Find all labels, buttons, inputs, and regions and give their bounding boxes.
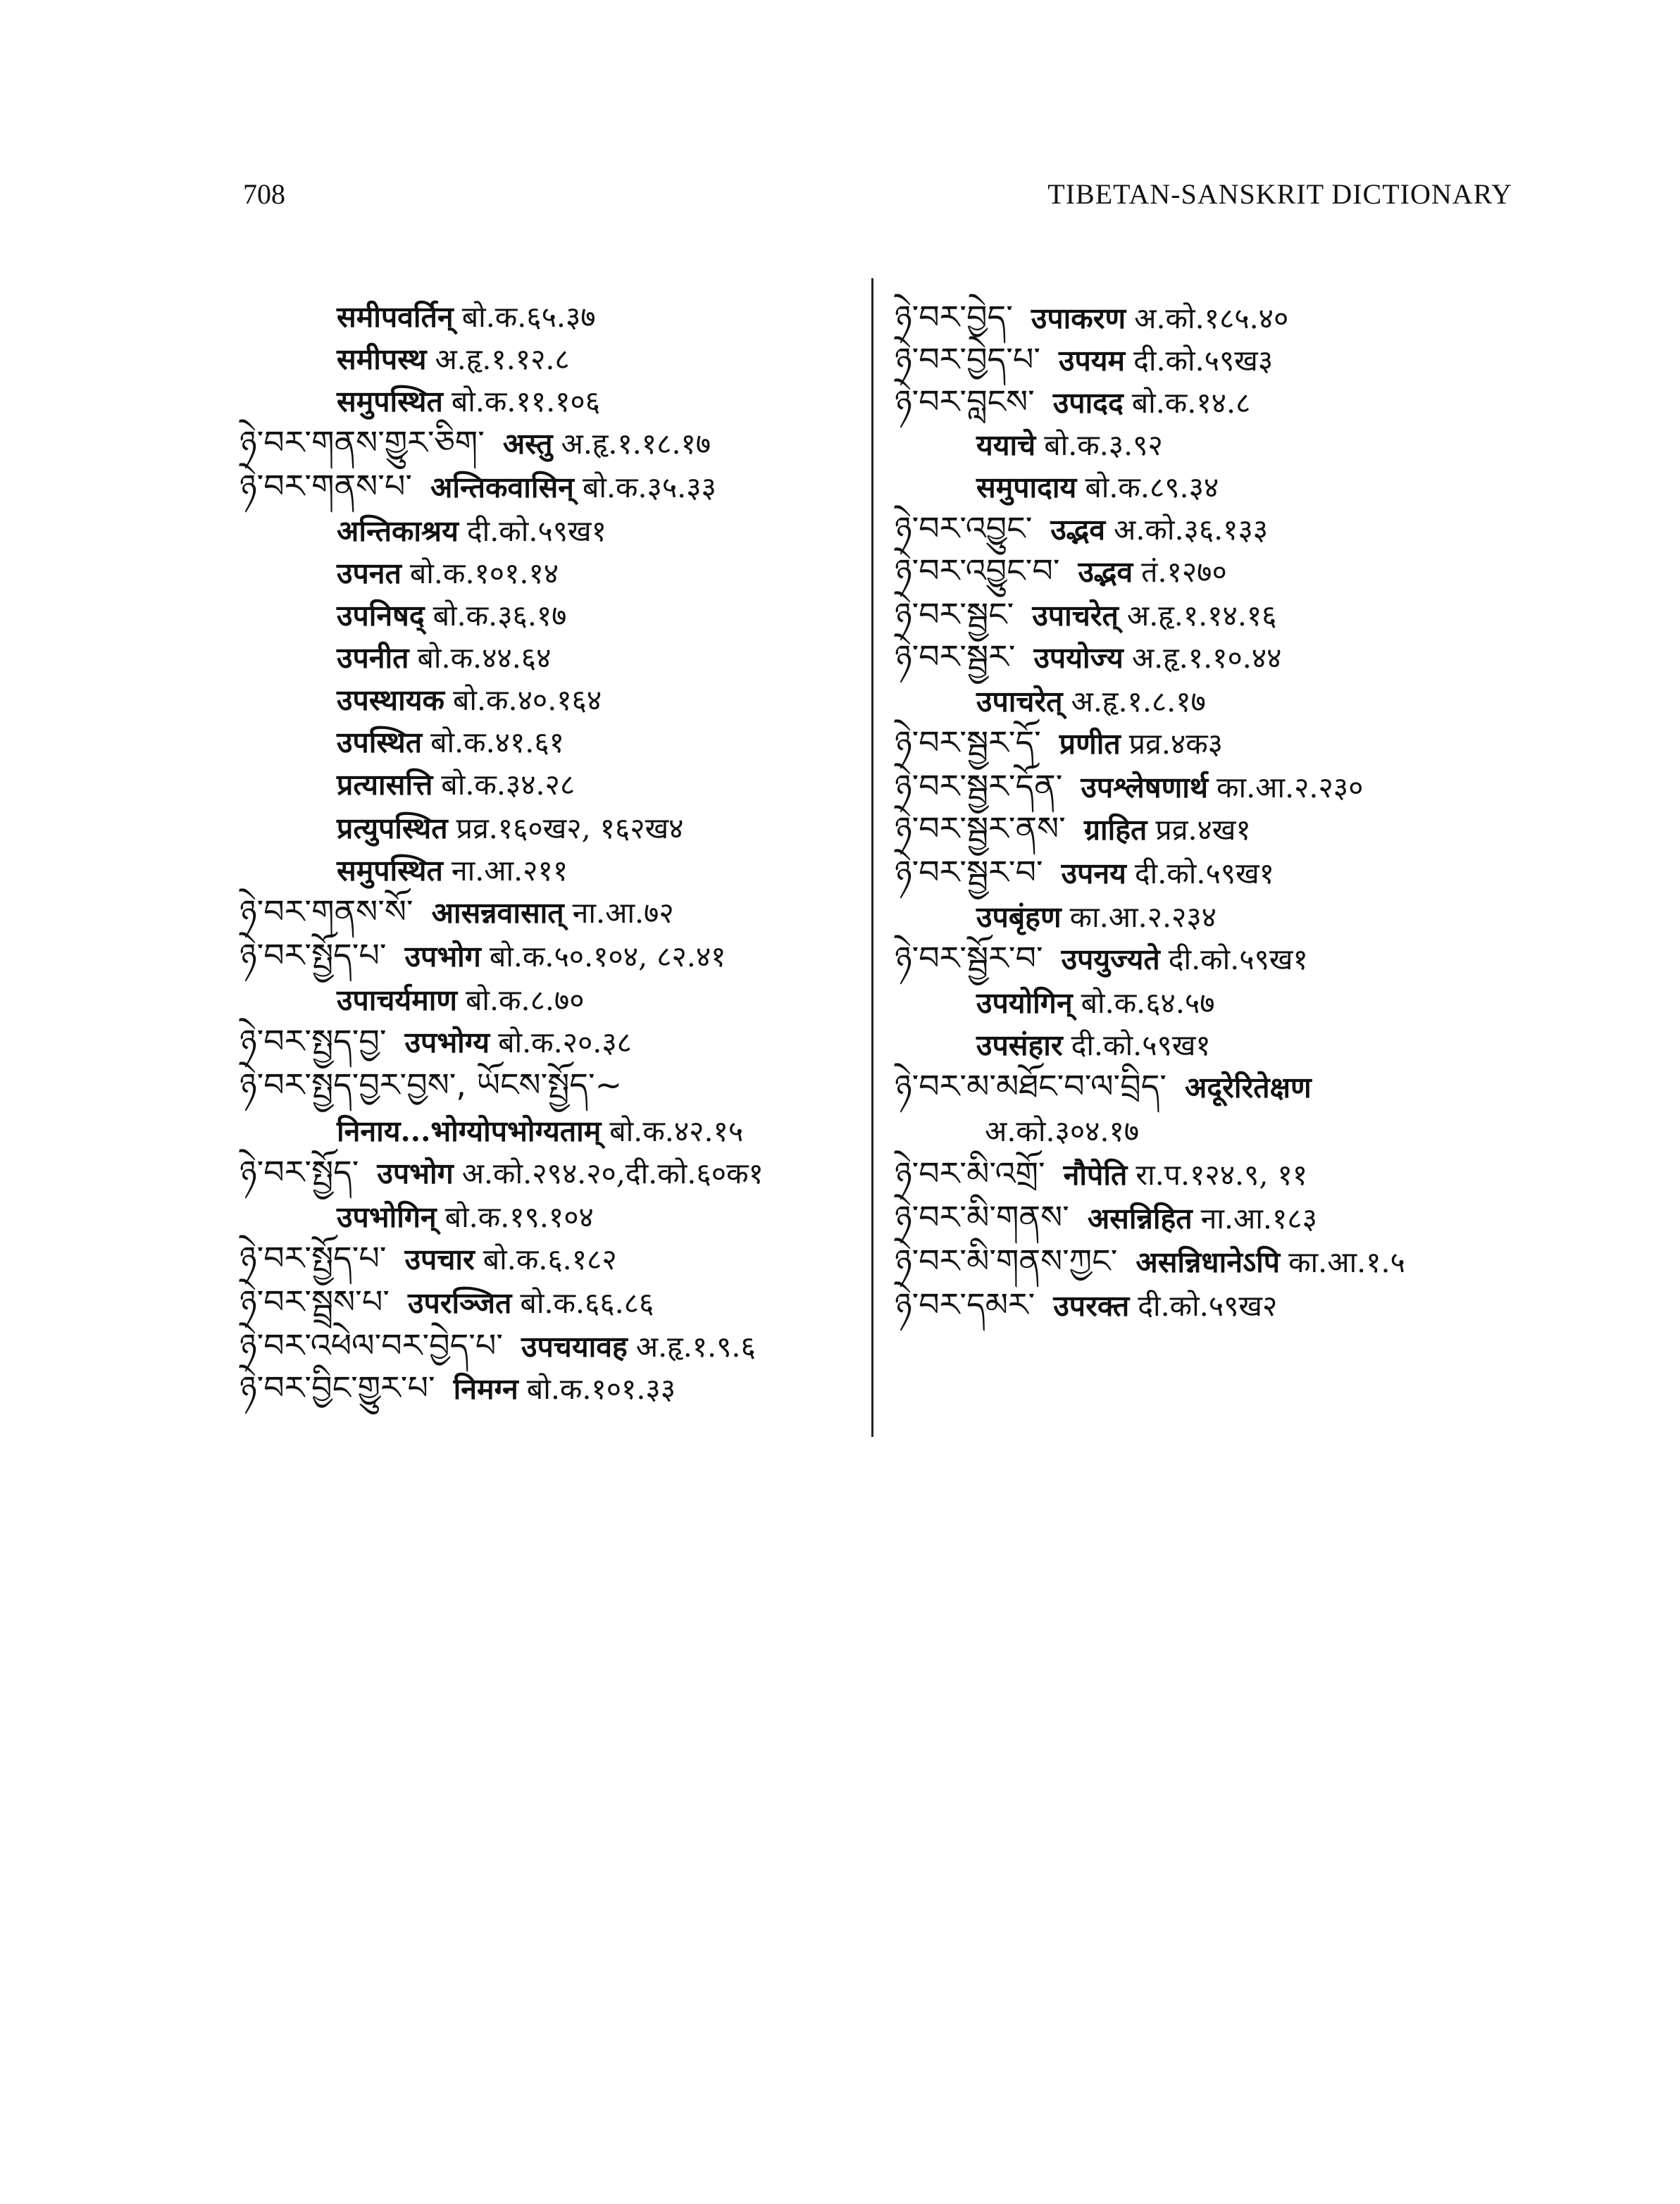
source-reference: दी.को.५९ख१	[466, 514, 606, 548]
sanskrit-equivalent: उपरञ्जित	[407, 1286, 512, 1320]
source-reference: बो.क.३.९२	[1044, 428, 1163, 462]
sanskrit-equivalent: उपनिषद्	[337, 599, 425, 633]
dictionary-entry	[895, 721, 1223, 765]
sanskrit-equivalent: उपनत	[337, 556, 402, 590]
tibetan-headword: ཉེ་བར་མ་མཐོང་བ་ལ་བྲིད་	[895, 1067, 1166, 1105]
dictionary-entry	[318, 294, 596, 338]
dictionary-entry	[958, 895, 1217, 938]
source-reference: अ.को.३०४.१७	[985, 1114, 1140, 1148]
sanskrit-equivalent: उपसंहार	[976, 1028, 1063, 1062]
dictionary-entry	[318, 593, 567, 637]
dictionary-entry	[958, 465, 1219, 509]
source-reference: बो.क.३४.२८	[441, 768, 575, 802]
sanskrit-equivalent: प्रत्यासत्ति	[337, 768, 433, 802]
source-reference: का.आ.१.५	[1288, 1245, 1405, 1279]
dictionary-entry	[895, 765, 1363, 809]
sanskrit-equivalent: निनाय...भोग्योपभोग्यताम्	[337, 1114, 602, 1148]
source-reference: बो.क.६५.३७	[461, 300, 596, 334]
source-reference: अ.हृ.१.१४.१६	[1126, 599, 1277, 633]
sanskrit-equivalent: उपाचर्यमाण	[337, 983, 457, 1017]
sanskrit-equivalent: समीपवर्तिन्	[337, 300, 454, 334]
tibetan-headword: ཉེ་བར་སྤྱོད་པ་	[239, 1239, 387, 1277]
page-number: 708	[243, 178, 285, 210]
dictionary-entry	[895, 338, 1273, 382]
tibetan-headword: ཉེ་བར་གནས་སོ་	[239, 892, 413, 930]
sanskrit-equivalent: उपभोग	[404, 940, 481, 973]
sanskrit-equivalent: अदूरेरितेक्षण	[1185, 1071, 1312, 1104]
sanskrit-equivalent: ग्राहित	[1083, 813, 1147, 847]
source-reference: रा.प.१२४.९, ११	[1135, 1158, 1308, 1192]
tibetan-headword: ཉེ་བར་སྦྱར་བ་	[895, 853, 1043, 891]
source-reference: ना.आ.२११	[451, 854, 568, 888]
dictionary-entry	[958, 1023, 1211, 1066]
tibetan-headword: ཉེ་བར་སྤྱོད་	[239, 1153, 359, 1191]
dictionary-entry	[958, 1109, 1139, 1152]
source-reference: प्रव्र.४ख१	[1155, 813, 1251, 847]
sanskrit-equivalent: उपस्थायक	[337, 683, 444, 717]
source-reference: दी.को.५९ख१	[1071, 1028, 1211, 1062]
tibetan-headword: ཉེ་བར་སྦྲས་པ་	[239, 1283, 390, 1321]
dictionary-entry	[318, 551, 559, 594]
dictionary-entry	[239, 1366, 676, 1410]
dictionary-entry	[895, 1196, 1317, 1240]
tibetan-headword: ཉེ་བར་བྱེད་པ་	[895, 340, 1041, 378]
sanskrit-equivalent: नौपेति	[1063, 1158, 1128, 1192]
source-reference: बो.क.४२.१५	[609, 1114, 744, 1148]
sanskrit-equivalent: प्रणीत	[1059, 727, 1121, 761]
tibetan-headword: ཉེ་བར་སྦྱར་དོན་	[895, 767, 1063, 805]
dictionary-entry	[318, 848, 568, 892]
dictionary-entry	[895, 1240, 1405, 1283]
dictionary-entry	[318, 1195, 594, 1238]
source-reference: तं.१२७०	[1141, 555, 1227, 589]
dictionary-entry	[895, 635, 1281, 679]
dictionary-entry	[239, 465, 716, 509]
dictionary-entry	[318, 635, 551, 679]
source-reference: बो.क.१४.८	[1131, 386, 1251, 420]
tibetan-headword: ཉེ་བར་སྦྱར་དོ་	[895, 723, 1041, 761]
dictionary-entry	[239, 1020, 632, 1064]
dictionary-entry	[895, 807, 1251, 851]
tibetan-headword: ཉེ་བར་མི་གནས་	[895, 1198, 1069, 1236]
column-divider	[871, 278, 873, 1437]
dictionary-entry	[239, 1324, 756, 1368]
source-reference: दी.को.५९ख१	[1134, 857, 1274, 890]
source-reference: बो.क.५०.१०४, ८२.४१	[489, 940, 726, 973]
tibetan-headword: ཉེ་བར་སྦྱོར་བ་	[895, 939, 1043, 977]
dictionary-entry	[239, 890, 674, 934]
dictionary-entry	[958, 980, 1215, 1024]
sanskrit-equivalent: उपस्थित	[337, 726, 423, 759]
sanskrit-equivalent: उपाचरेत्	[976, 685, 1063, 718]
sanskrit-equivalent: असन्निधानेऽपि	[1135, 1245, 1281, 1279]
source-reference: अ.हृ.१.१२.८	[435, 342, 570, 376]
sanskrit-equivalent: उपयम	[1059, 344, 1126, 378]
sanskrit-equivalent: निमग्न	[453, 1372, 518, 1406]
source-reference: बो.क.१०१.१४	[409, 556, 559, 590]
sanskrit-equivalent: असन्निहित	[1087, 1202, 1193, 1235]
tibetan-headword: ཉེ་བར་འཕེལ་བར་བྱེད་པ་	[239, 1326, 504, 1364]
sanskrit-equivalent: उपादद	[1052, 386, 1124, 420]
tibetan-headword: ཉེ་བར་གནས་གྱུར་ཅིག་	[239, 423, 485, 461]
sanskrit-equivalent: उपभोगिन्	[337, 1200, 437, 1234]
dictionary-entry	[239, 1151, 764, 1195]
dictionary-entry	[318, 1109, 743, 1152]
source-reference: दी.को.५९ख३	[1133, 344, 1274, 378]
sanskrit-equivalent: उपनीत	[337, 641, 409, 675]
source-reference: बो.क.४०.१६४	[452, 683, 602, 717]
dictionary-entry	[239, 1237, 617, 1281]
source-reference: बो.क.१०१.३३	[526, 1372, 676, 1406]
source-reference: अ.को.३६.१३३	[1114, 513, 1269, 547]
sanskrit-equivalent: उपाचरेत्	[1032, 599, 1119, 633]
source-reference: बो.क.४१.६१	[430, 726, 564, 759]
tibetan-headword: ཉེ་བར་བླངས་	[895, 382, 1035, 421]
source-reference: बो.क.११.१०६	[451, 385, 601, 418]
sanskrit-equivalent: अन्तिकाश्रय	[337, 514, 459, 548]
sanskrit-equivalent: उपचार	[404, 1243, 475, 1276]
sanskrit-equivalent: उपबृंहण	[976, 900, 1062, 934]
source-reference: बो.क.६४.५७	[1081, 986, 1215, 1020]
tibetan-headword: ཉེ་བར་སྦྱང་	[895, 595, 1014, 633]
dictionary-entry	[895, 1065, 1320, 1109]
dictionary-entry	[239, 421, 711, 465]
dictionary-entry	[895, 851, 1274, 895]
tibetan-headword: ཉེ་བར་བྱེད་	[895, 298, 1013, 336]
source-reference: का.आ.२.२३४	[1069, 900, 1217, 934]
sanskrit-equivalent: उद्भव	[1050, 513, 1105, 547]
dictionary-entry	[895, 1152, 1307, 1196]
source-reference: बो.क.८९.३४	[1085, 471, 1219, 504]
dictionary-entry	[318, 337, 570, 380]
sanskrit-equivalent: उद्भव	[1078, 555, 1133, 589]
dictionary-entry	[318, 509, 606, 552]
dictionary-entry	[895, 380, 1250, 424]
source-reference: अ.हृ.१.९.६	[635, 1330, 756, 1364]
dictionary-entry	[895, 1283, 1277, 1327]
tibetan-headword: ཉེ་བར་དམར་	[895, 1285, 1035, 1324]
tibetan-headword: ཉེ་བར་སྦྱར་ནས་	[895, 809, 1066, 847]
tibetan-headword: ཉེ་བར་སྤྱད་བྱར་བྱས་, ཡོངས་སྤྱོད་~	[239, 1066, 623, 1104]
source-reference: दी.को.५९ख१	[1168, 942, 1308, 976]
source-reference: दी.को.५९ख२	[1138, 1289, 1278, 1323]
tibetan-headword: ཉེ་བར་སྤྱད་བྱ་	[239, 1022, 387, 1060]
source-reference: बो.क.६६.८६	[520, 1286, 654, 1320]
source-reference: अ.को.१८५.४०	[1134, 301, 1289, 335]
dictionary-entry	[239, 934, 726, 978]
dictionary-entry	[895, 507, 1268, 551]
source-reference: ना.आ.१८३	[1200, 1202, 1317, 1235]
source-reference: बो.क.८.७०	[465, 983, 585, 1017]
dictionary-entry	[318, 379, 600, 423]
dictionary-entry	[239, 1281, 654, 1324]
sanskrit-equivalent: समुपादाय	[976, 471, 1077, 504]
running-head: TIBETAN-SANSKRIT DICTIONARY	[1047, 178, 1512, 210]
sanskrit-equivalent: उपयोगिन्	[976, 986, 1073, 1020]
source-reference: प्रव्र.१६०ख२, १६२ख४	[456, 811, 684, 845]
sanskrit-equivalent: उपयोज्य	[1033, 641, 1124, 675]
dictionary-entry	[318, 720, 564, 764]
source-reference: ना.आ.७२	[572, 896, 674, 930]
tibetan-headword: ཉེ་བར་འབྱུང་བ་	[895, 552, 1060, 590]
dictionary-entry	[318, 806, 683, 849]
dictionary-entry	[958, 679, 1206, 723]
sanskrit-equivalent: आसन्नवासात्	[431, 896, 564, 930]
dictionary-entry	[318, 762, 575, 806]
tibetan-headword: ཉེ་བར་བྱིང་གྱུར་པ་	[239, 1369, 435, 1407]
sanskrit-equivalent: उपयुज्यते	[1061, 942, 1160, 976]
sanskrit-equivalent: समुपस्थित	[337, 854, 443, 888]
dictionary-entry	[318, 978, 585, 1021]
sanskrit-equivalent: उपचयावह	[521, 1330, 628, 1364]
sanskrit-equivalent: उपभोग्य	[404, 1026, 490, 1059]
sanskrit-equivalent: ययाचे	[976, 428, 1036, 462]
source-reference: बो.क.४४.६४	[417, 641, 552, 675]
sanskrit-equivalent: प्रत्युपस्थित	[337, 811, 448, 845]
tibetan-headword: ཉེ་བར་འབྱུང་	[895, 509, 1033, 547]
sanskrit-equivalent: उपभोग	[377, 1157, 454, 1190]
dictionary-entry	[895, 937, 1308, 980]
dictionary-entry	[958, 423, 1163, 466]
source-reference: बो.क.२०.३८	[498, 1026, 632, 1059]
sanskrit-equivalent: अन्तिकवासिन्	[430, 471, 574, 504]
source-reference: का.आ.२.२३०	[1217, 771, 1364, 804]
source-reference: अ.को.२९४.२०,दी.को.६०क१	[461, 1157, 764, 1190]
dictionary-entry	[239, 1064, 649, 1107]
dictionary-entry	[895, 549, 1227, 593]
dictionary-entry	[895, 593, 1277, 637]
source-reference: अ.हृ.१.८.१७	[1071, 685, 1206, 718]
tibetan-headword: ཉེ་བར་གནས་པ་	[239, 467, 412, 505]
source-reference: बो.क.३६.१७	[433, 599, 567, 633]
sanskrit-equivalent: उपाकरण	[1031, 301, 1126, 335]
source-reference: अ.हृ.१.१८.१७	[561, 427, 711, 461]
source-reference: बो.क.१९.१०४	[444, 1200, 594, 1234]
dictionary-entry	[318, 678, 602, 721]
sanskrit-equivalent: समुपस्थित	[337, 385, 443, 418]
sanskrit-equivalent: समीपस्थ	[337, 342, 427, 376]
sanskrit-equivalent: उपरक्त	[1053, 1289, 1130, 1323]
sanskrit-equivalent: उपनय	[1061, 857, 1126, 890]
source-reference: बो.क.६.१८२	[483, 1243, 617, 1276]
tibetan-headword: ཉེ་བར་སྦྱར་	[895, 637, 1016, 675]
dictionary-entry	[895, 296, 1288, 340]
source-reference: बो.क.३५.३३	[582, 471, 716, 504]
sanskrit-equivalent: उपश्लेषणार्थ	[1081, 771, 1209, 804]
source-reference: प्रव्र.४क३	[1128, 727, 1224, 761]
sanskrit-equivalent: अस्तु	[502, 427, 553, 461]
tibetan-headword: ཉེ་བར་སྤྱོད་པ་	[239, 936, 387, 974]
tibetan-headword: ཉེ་བར་མི་གནས་ཀྱང་	[895, 1242, 1118, 1280]
tibetan-headword: ཉེ་བར་མི་འགྲོ་	[895, 1154, 1045, 1193]
source-reference: अ.हृ.१.१०.४४	[1131, 641, 1282, 675]
